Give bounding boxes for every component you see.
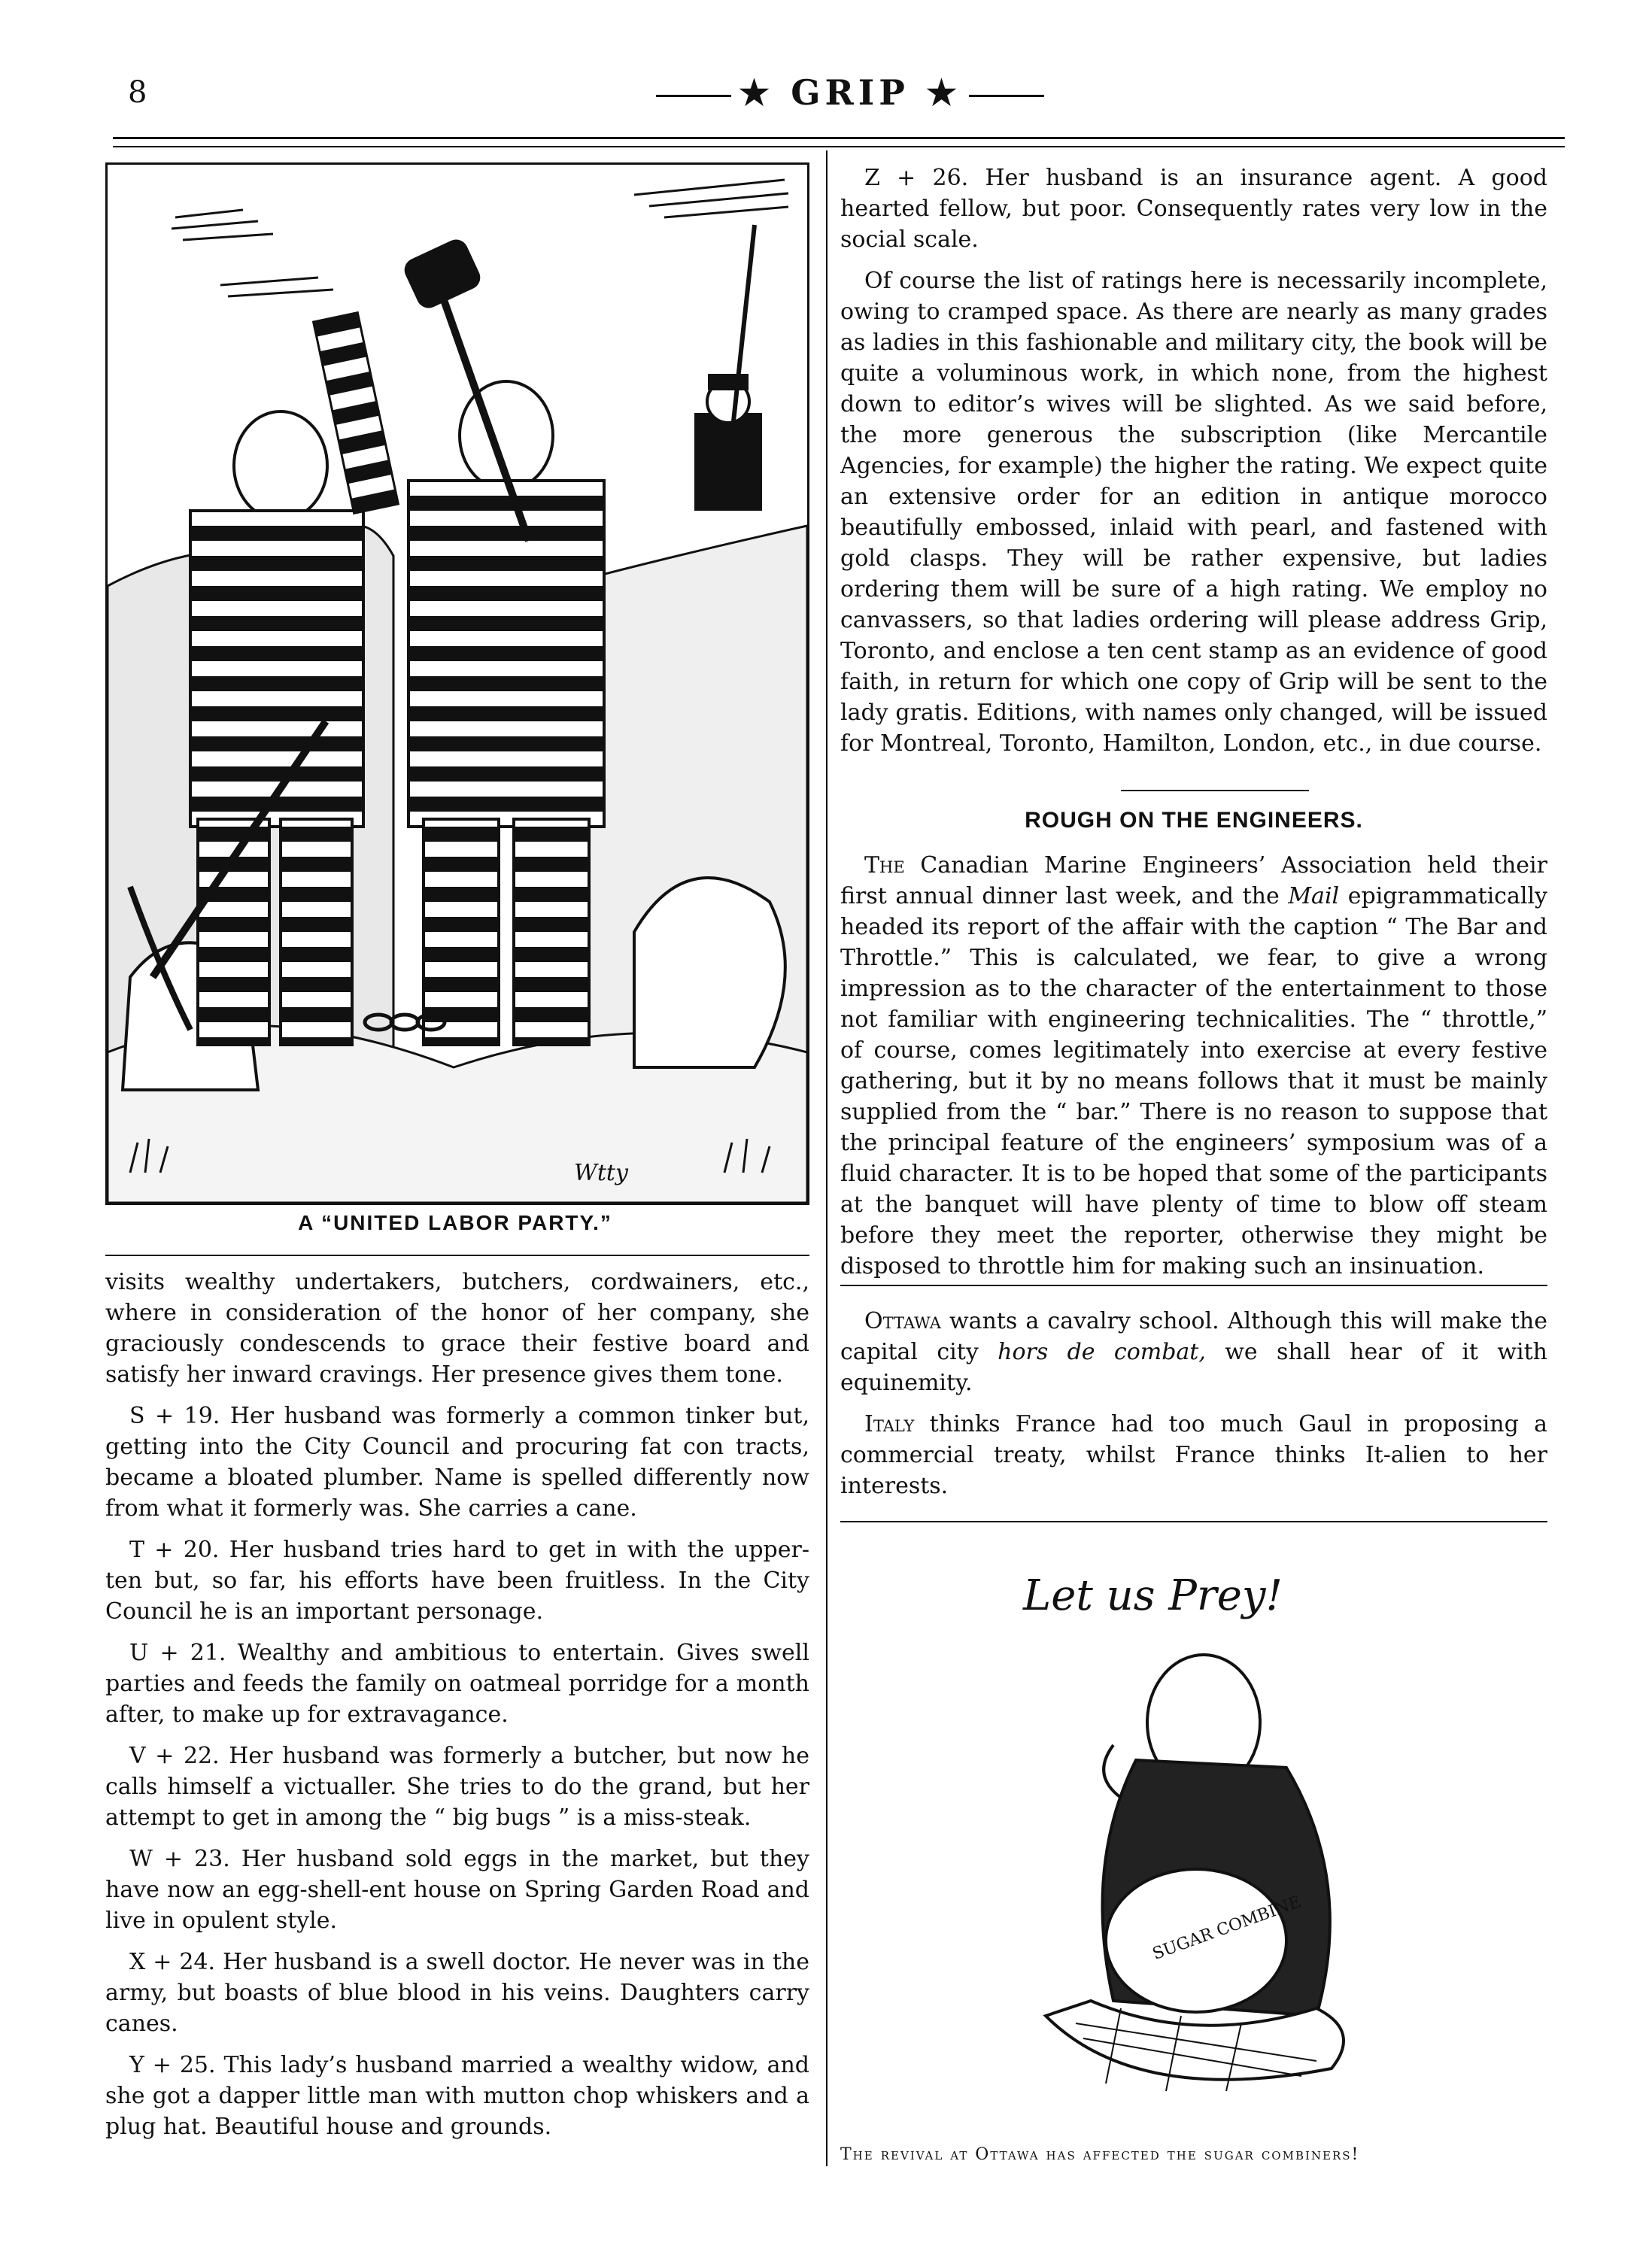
page-number: 8 <box>128 75 147 110</box>
masthead <box>639 72 1061 113</box>
paragraph: S + 19. Her husband was formerly a common tinker but, getting into the City Council and procuring fat con tracts, became a bloated plumber. Name is spelled differently now from what it formerly was. She carries a cane. <box>105 1403 809 1522</box>
header-rule-thin <box>113 146 1565 147</box>
paragraph <box>840 850 1547 1282</box>
masthead-rule-right <box>969 95 1044 97</box>
cartoon-sugar-combine-illustration <box>895 1549 1467 2121</box>
section-rule <box>1121 790 1309 791</box>
column-divider <box>826 150 828 2166</box>
lead-word: The <box>864 852 905 879</box>
paragraph: X + 24. Her husband is a swell doctor. He never was in the army, but boasts of blue blood in his veins. Daughters carry canes. <box>105 1949 809 2037</box>
header-rule <box>113 137 1565 139</box>
italic-phrase: hors de combat, <box>998 1339 1206 1365</box>
cartoon-united-labor-party-illustration <box>108 165 807 1203</box>
paragraph: Z + 26. Her husband is an insurance agent. A good hearted fellow, but poor. Consequently rates very low in the social scale. <box>840 165 1547 253</box>
left-column-text <box>105 1267 809 2153</box>
paragraph: V + 22. Her husband was formerly a butcher, but now he calls himself a victualler. She tries to do the grand, but her attempt to get in among the “ big bugs ” is a miss-steak. <box>105 1743 809 1831</box>
masthead-star-left: ★ <box>738 72 775 113</box>
paragraph: Y + 25. This lady’s husband married a wealthy widow, and she got a dapper little man with mutton chop whiskers and a plug hat. Beautiful house and grounds. <box>105 2052 809 2140</box>
section-rule <box>840 1521 1547 1522</box>
caption-rule <box>105 1255 809 1256</box>
handwritten-title: Let us Prey! <box>1023 1571 1283 1620</box>
lead-word: Ottawa <box>864 1308 941 1334</box>
text-run: Canadian Marine Engineers’ Association held their first annual dinner last week, and the <box>840 852 1547 909</box>
bag-label: SUGAR COMBINE <box>1149 1892 1304 1964</box>
text-run: wants a cavalry school. Although this will make the capital city <box>840 1308 1547 1365</box>
article-heading: ROUGH ON THE ENGINEERS. <box>1025 808 1363 833</box>
paragraph: W + 23. Her husband sold eggs in the market, but they have now an egg-shell-ent house on Spring Garden Road and live in opulent style. <box>105 1846 809 1934</box>
masthead-star-right: ★ <box>925 72 962 113</box>
lead-word: Italy <box>864 1411 915 1437</box>
paragraph: Of course the list of ratings here is necessarily incomplete, owing to cramped space. As there are nearly as many grades as ladies in this fashionable and military city, the book will be quite a voluminous work, in which none, from the highest down to editor’s wives will be slighted. As we said before, the more generous the subscription (like Mercantile Agencies, for example) the higher the rating. We expect quite an extensive order for an edition in antique morocco beautifully embossed, inlaid with pearl, and fastened with gold clasps. They will be rather expensive, but ladies ordering them will be sure of a high rating. We employ no canvassers, so that ladies ordering will please address Grip, Toronto, and enclose a ten cent stamp as an evidence of good faith, in return for which one copy of Grip will be sent to the lady gratis. Editions, with names only changed, will be issued for Montreal, Toronto, Hamilton, London, etc., in due course. <box>840 268 1547 757</box>
right-column-text <box>840 162 1547 769</box>
section-rule <box>840 1285 1547 1286</box>
text-run: we shall hear of it with equinemity. <box>840 1339 1547 1396</box>
masthead-rule-left <box>656 95 731 97</box>
cartoon-united-labor-party <box>105 162 809 1205</box>
text-run: thinks France had too much Gaul in proposing a commercial treaty, whilst France thinks It-alien to her interests. <box>840 1411 1547 1499</box>
paragraph: U + 21. Wealthy and ambitious to entertain. Gives swell parties and feeds the family on oatmeal porridge for a month after, to make up for extravagance. <box>105 1640 809 1728</box>
artist-signature: Wtty <box>574 1160 628 1186</box>
paragraph: T + 20. Her husband tries hard to get in with the upper-ten but, so far, his efforts have been fruitless. In the City Council he is an important personage. <box>105 1537 809 1625</box>
text-run: epigrammatically headed its report of the affair with the caption “ The Bar and Throttle.” This is calculated, we fear, to give a wrong impression as to the character of the entertainment to those not familiar with engineering technicalities. The “ throttle,” of course, comes legitimately into exercise at every festive gathering, but it by no means follows that it must be mainly supplied from the “ bar.” There is no reason to suppose that the principal feature of the engineers’ symposium was of a fluid character. It is to be hoped that some of the participants at the banquet will have plenty of time to blow off steam before they meet the reporter, otherwise they might be disposed to throttle him for making such an insinuation. <box>840 883 1547 1279</box>
paragraph: visits wealthy undertakers, butchers, cordwainers, etc., where in consideration of the honor of her company, she graciously condescends to grace their festive board and satisfy her inward cravings. Her presence gives them tone. <box>105 1269 809 1388</box>
masthead-title: GRIP <box>791 72 910 113</box>
article-body <box>840 850 1547 1292</box>
paragraph <box>840 1306 1547 1398</box>
paragraph <box>840 1409 1547 1501</box>
caption-text: The revival at Ottawa has affected the sugar combiners! <box>840 2145 1360 2164</box>
short-items <box>840 1306 1547 1512</box>
newspaper-name: Mail <box>1288 883 1340 909</box>
cartoon-caption: A “UNITED LABOR PARTY.” <box>298 1211 612 1234</box>
cartoon-sugar-combine <box>895 1549 1467 2121</box>
cartoon-caption <box>840 2144 1547 2166</box>
